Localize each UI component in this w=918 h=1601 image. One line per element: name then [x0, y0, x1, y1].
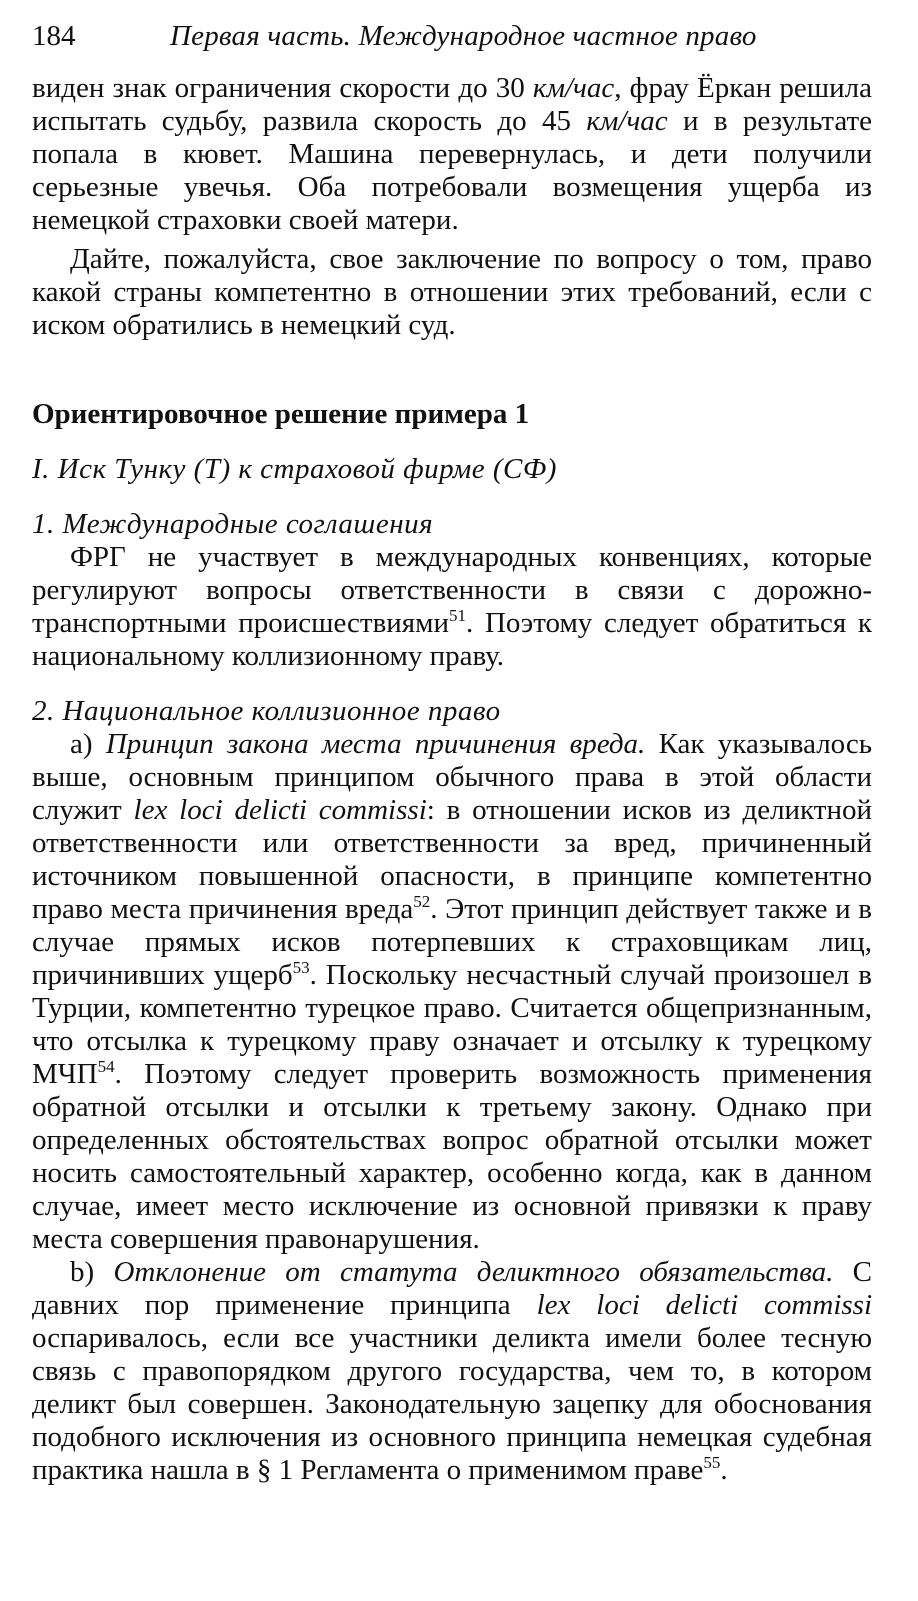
text-run: С давних пор применение принципа — [32, 1256, 873, 1321]
paragraph-intro-1 — [32, 72, 872, 237]
text-run: ФРГ не участвует в международных конвенциях, которые регулируют вопросы ответственности в связи с дорожно-транспортными происшествиями — [32, 541, 872, 639]
text-run: . Поскольку несчастный случай произошел в Турции, компетентно турецкое право. Считается общепризнанным, что отсылка к турецкому праву означает и отсылку к турецкому МЧП — [32, 959, 873, 1090]
text-run: . — [720, 1454, 728, 1486]
subsection-title: Принцип закона места причинения вреда. — [105, 728, 646, 760]
footnote-ref-51: 51 — [449, 606, 466, 625]
text-run: . Этот принцип действует также и в случае прямых исков потерпевших к страховщикам лиц, причинивших ущерб — [32, 893, 872, 991]
item-label: b) — [70, 1256, 114, 1288]
item-label: a) — [70, 728, 106, 760]
running-title: Первая часть. Международное частное право — [170, 20, 757, 52]
text-run: . Поэтому следует обратиться к национальному коллизионному праву. — [32, 607, 872, 672]
text-run: : в отношении исков из деликтной ответственности или ответственности за вред, причиненный источником повышенной опасности, в принципе компетентно право места причинения вреда — [32, 794, 872, 925]
paragraph-b — [32, 1256, 872, 1487]
unit-italic: км/час — [532, 72, 615, 104]
paragraph-a — [32, 728, 872, 1256]
text-run: виден знак ограничения скорости до 30 — [32, 72, 533, 104]
text-run: . Поэтому следует проверить возможность применения обратной отсылки и отсылки к третьему закону. Однако при определенных обстоятельствах вопрос обратной отсылки может носить самостоятельный характер, особенно когда, как в данном случае, имеет место исключение из основной привязки к праву места совершения правонарушения. — [32, 1058, 872, 1255]
footnote-ref-53: 53 — [292, 958, 310, 977]
text-run: и в результате попала в кювет. Машина перевернулась, и дети получили серьезные увечья. Оба потребовали возмещения ущерба из немецкой страховки своей матери. — [32, 105, 873, 236]
subsection-title: Отклонение от статута деликтного обязательства. — [113, 1256, 834, 1288]
paragraph-intro-2: Дайте, пожалуйста, свое заключение по вопросу о том, право какой страны компетентно в отношении этих требований, если с иском обратились в немецкий суд. — [32, 243, 872, 341]
text-run: , фрау Ёркан решила испытать судьбу, развила скорость до 45 — [32, 72, 872, 137]
page-number: 184 — [32, 20, 76, 52]
page-body — [32, 72, 872, 1487]
text-run: оспаривалось, если все участники деликта имели более тесную связь с правопорядком другого государства, чем то, в котором деликт был совершен. Законодательную зацепку для обоснования подобного исключения из основного принципа немецкая судебная практика нашла в § 1 Регламента о применимом праве — [32, 1322, 872, 1486]
heading-international-agreements: 1. Международные соглашения — [32, 508, 434, 540]
footnote-ref-54: 54 — [97, 1057, 115, 1076]
section-title: Ориентировочное решение примера 1 — [32, 398, 530, 430]
heading-claim-i: I. Иск Тунку (Т) к страховой фирме (СФ) — [32, 453, 557, 485]
footnote-ref-55: 55 — [703, 1453, 721, 1472]
latin-term: lex loci delicti commissi — [536, 1289, 873, 1321]
unit-italic: км/час — [586, 105, 668, 137]
page-header — [32, 18, 892, 54]
heading-national-conflict-law: 2. Национальное коллизионное право — [32, 695, 501, 727]
footnote-ref-52: 52 — [413, 892, 431, 911]
paragraph-international — [32, 541, 872, 673]
latin-term: lex loci delicti commissi — [133, 794, 427, 826]
text-run: Как указывалось выше, основным принципом обычного права в этой области служит — [32, 728, 872, 826]
